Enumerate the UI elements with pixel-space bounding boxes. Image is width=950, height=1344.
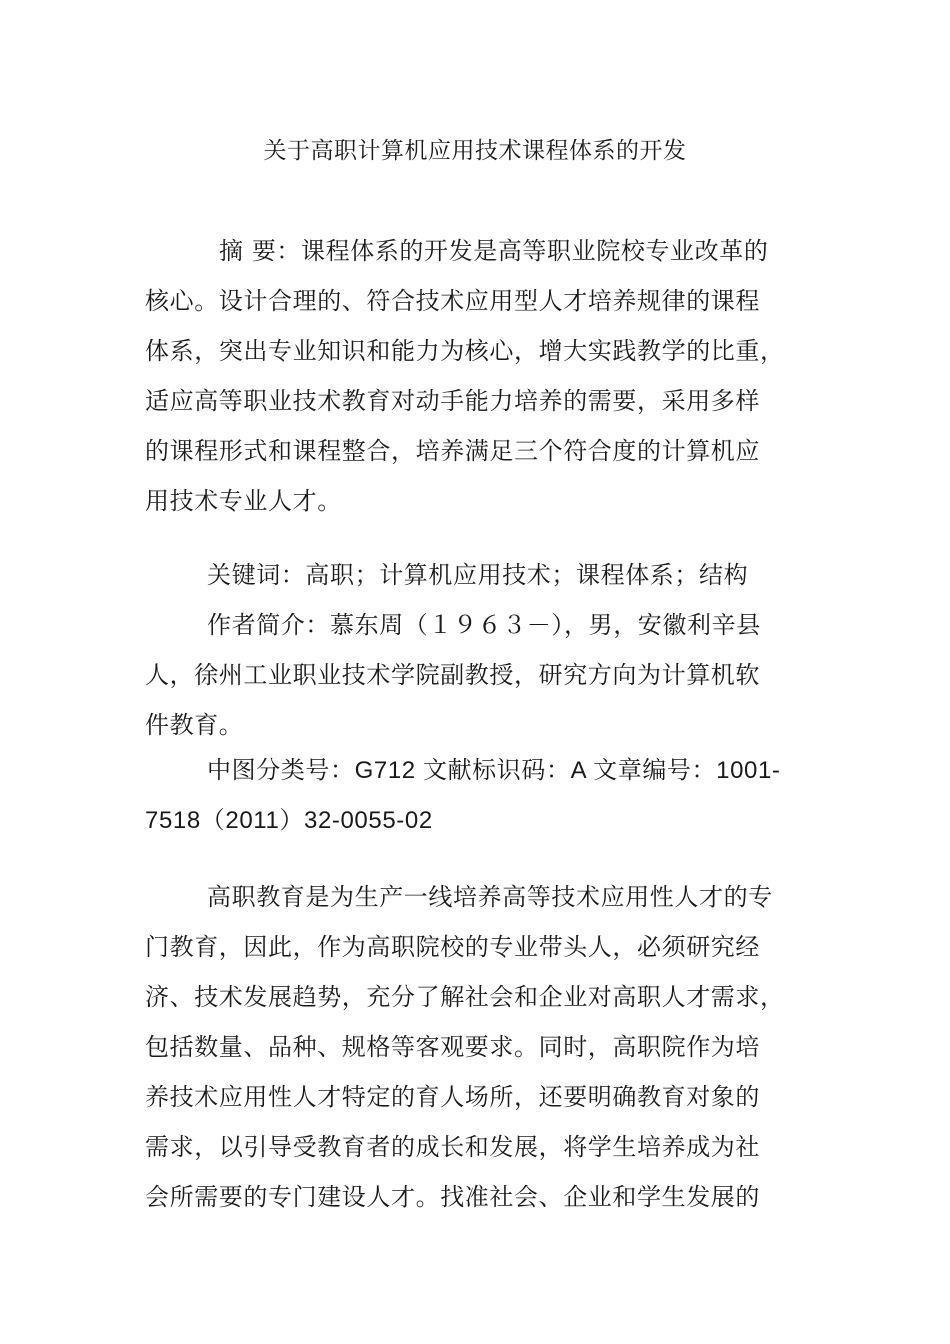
body-line: 需求，以引导受教育者的成长和发展，将学生培养成为社 [145, 1133, 760, 1161]
classification-line: 7518（2011）32-0055-02 [145, 807, 433, 834]
body-line: 门教育，因此，作为高职院校的专业带头人，必须研究经 [145, 933, 760, 961]
abstract-line: 体系，突出专业知识和能力为核心，增大实践教学的比重， [145, 337, 785, 365]
author-line: 件教育。 [145, 711, 244, 739]
keywords-and-author [145, 550, 805, 750]
classification-line: 中图分类号：G712 文献标识码：A 文章编号：1001- [207, 757, 781, 784]
abstract-line: 核心。设计合理的、符合技术应用型人才培养规律的课程 [145, 287, 760, 315]
body-line: 济、技术发展趋势，充分了解社会和企业对高职人才需求， [145, 983, 785, 1011]
abstract-line: 适应高等职业技术教育对动手能力培养的需要，采用多样 [145, 387, 760, 415]
keywords-line: 关键词：高职；计算机应用技术；课程体系；结构 [207, 561, 749, 589]
body-line: 包括数量、品种、规格等客观要求。同时，高职院作为培 [145, 1033, 760, 1061]
body-paragraph [145, 872, 805, 1222]
author-line: 人，徐州工业职业技术学院副教授，研究方向为计算机软 [145, 661, 760, 689]
body-line: 养技术应用性人才特定的育人场所，还要明确教育对象的 [145, 1083, 760, 1111]
abstract-paragraph [145, 226, 805, 526]
abstract-line: 用技术专业人才。 [145, 487, 342, 515]
document-title: 关于高职计算机应用技术课程体系的开发 [263, 138, 687, 164]
abstract-line: 摘 要：课程体系的开发是高等职业院校专业改革的 [219, 237, 769, 265]
author-line: 作者简介：慕东周（１９６３－），男，安徽利辛县 [207, 611, 761, 639]
body-line: 高职教育是为生产一线培养高等技术应用性人才的专 [207, 883, 773, 911]
body-line: 会所需要的专门建设人才。找准社会、企业和学生发展的 [145, 1183, 760, 1211]
abstract-line: 的课程形式和课程整合，培养满足三个符合度的计算机应 [145, 437, 760, 465]
classification-paragraph [145, 746, 805, 846]
